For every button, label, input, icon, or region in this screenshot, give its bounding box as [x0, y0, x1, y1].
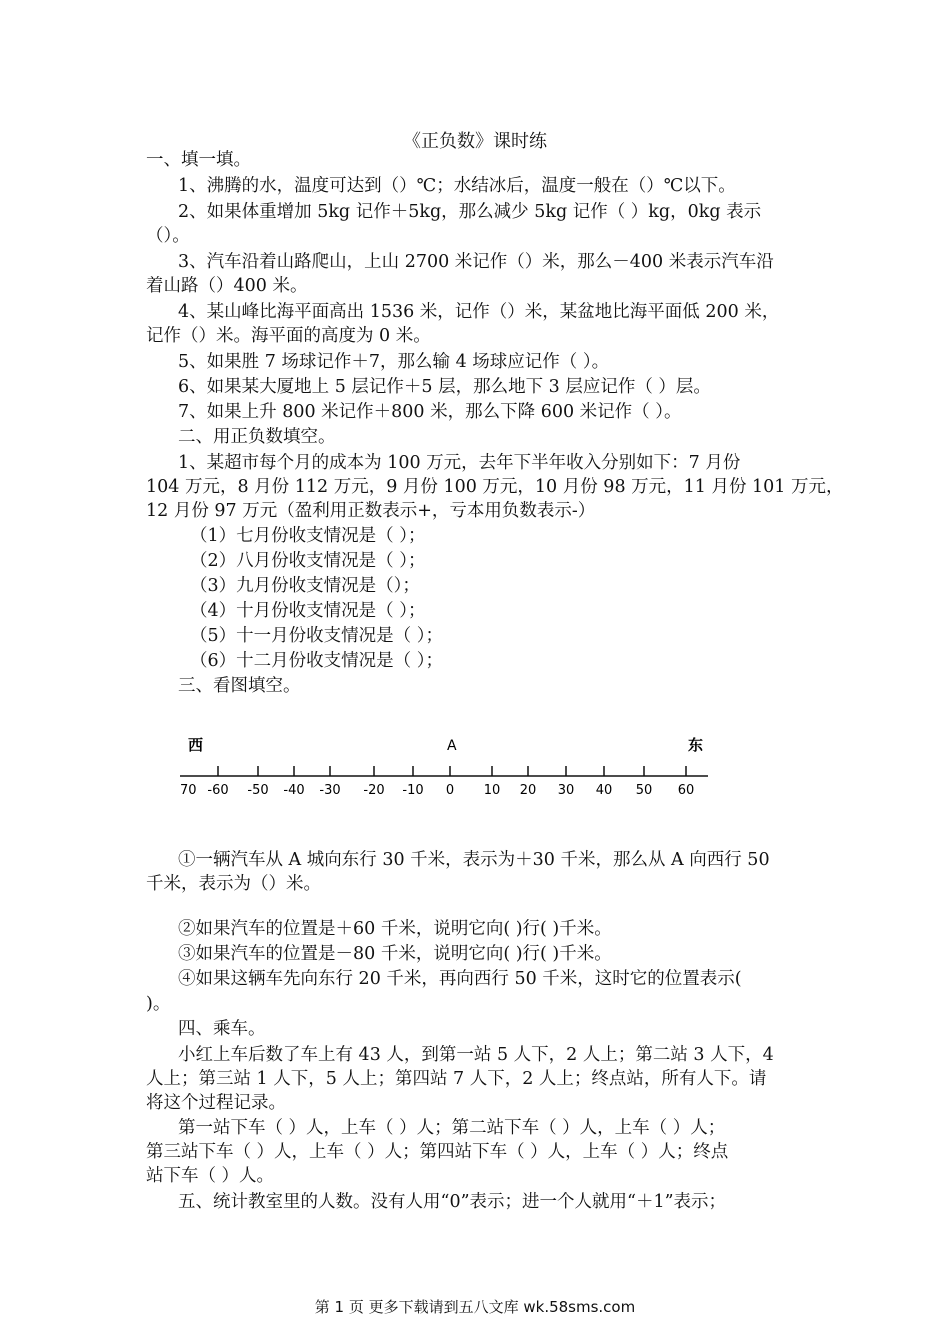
number-line-tick-label: -30: [319, 783, 341, 798]
section-4-answer-cont: 第三站下车（ ）人，上车（ ）人；第四站下车（ ）人，上车（ ）人；终点: [146, 1142, 729, 1162]
section-4-paragraph-cont2: 将这个过程记录。: [146, 1093, 286, 1113]
number-line-tick-label: 70: [180, 783, 197, 798]
question-3-1: ①一辆汽车从 A 城向东行 30 千米，表示为＋30 千米，那么从 A 向西行 50: [178, 850, 770, 870]
question-1-5: 5、如果胜 7 场球记作＋7，那么输 4 场球应记作（ ）。: [178, 352, 610, 372]
number-line-ticks: [180, 766, 694, 798]
question-2-intro-cont2: 12 月份 97 万元（盈利用正数表示+，亏本用负数表示-）: [146, 501, 596, 521]
number-line-tick-label: -40: [283, 783, 305, 798]
number-line-tick-label: -50: [247, 783, 269, 798]
section-2-heading: 二、用正负数填空。: [178, 427, 336, 447]
question-3-2: ②如果汽车的位置是＋60 千米，说明它向( )行( )千米。: [178, 919, 612, 939]
question-3-4-cont: )。: [146, 994, 171, 1014]
section-4-answer-cont2: 站下车（ ）人。: [146, 1166, 275, 1186]
question-3-4: ④如果这辆车先向东行 20 千米，再向西行 50 千米，这时它的位置表示(: [178, 969, 742, 989]
question-1-4: 4、某山峰比海平面高出 1536 米，记作（）米，某盆地比海平面低 200 米，: [178, 302, 780, 322]
question-1-3-cont: 着山路（）400 米。: [146, 276, 308, 296]
question-1-6: 6、如果某大厦地上 5 层记作＋5 层，那么地下 3 层应记作（ ）层。: [178, 377, 711, 397]
page-title: 《正负数》课时练: [403, 131, 547, 152]
section-3-heading: 三、看图填空。: [178, 676, 301, 696]
question-2-item: （5）十一月份收支情况是（ ）；: [190, 626, 443, 646]
question-2-item: （1）七月份收支情况是（ ）；: [190, 526, 426, 546]
section-4-answer: 第一站下车（ ）人，上车（ ）人；第二站下车（ ）人，上车（ ）人；: [178, 1118, 726, 1138]
number-line-tick-label: 50: [635, 783, 653, 798]
number-line-tick-label: -20: [363, 783, 385, 798]
question-1-2-cont: （）。: [146, 226, 190, 246]
number-line-tick-label: 0: [445, 783, 455, 798]
number-line-tick-label: 40: [595, 783, 613, 798]
question-1-2: 2、如果体重增加 5kg 记作＋5kg，那么减少 5kg 记作（ ）kg，0kg 表示: [178, 202, 762, 222]
question-1-3: 3、汽车沿着山路爬山，上山 2700 米记作（）米，那么－400 米表示汽车沿: [178, 252, 774, 272]
number-line-diagram: [170, 730, 730, 810]
question-2-item: （4）十月份收支情况是（ ）；: [190, 601, 426, 621]
question-2-item: （2）八月份收支情况是（ ）；: [190, 551, 426, 571]
question-3-1-cont: 千米，表示为（）米。: [146, 874, 321, 894]
section-4-paragraph: 小红上车后数了车上有 43 人，到第一站 5 人下，2 人上；第二站 3 人下，4: [178, 1045, 774, 1065]
number-line-tick-label: 30: [557, 783, 575, 798]
question-1-4-cont: 记作（）米。海平面的高度为 0 米。: [146, 326, 431, 346]
question-1-7: 7、如果上升 800 米记作＋800 米，那么下降 600 米记作（ ）。: [178, 402, 682, 422]
question-2-intro: 1、某超市每个月的成本为 100 万元，去年下半年收入分别如下：7 月份: [178, 453, 741, 473]
question-2-item: （3）九月份收支情况是（）；: [190, 576, 420, 596]
question-2-intro-cont: 104 万元，8 月份 112 万元，9 月份 100 万元，10 月份 98 万元，11 月份 101 万元，: [146, 477, 844, 497]
number-line-tick-label: 20: [519, 783, 537, 798]
number-line-tick-label: 60: [677, 783, 695, 798]
number-line-tick-label: -60: [207, 783, 229, 798]
section-4-heading: 四、乘车。: [178, 1019, 266, 1039]
question-3-3: ③如果汽车的位置是－80 千米，说明它向( )行( )千米。: [178, 944, 612, 964]
section-4-paragraph-cont: 人上；第三站 1 人下，5 人上；第四站 7 人下，2 人上；终点站，所有人下。请: [146, 1069, 767, 1089]
label-origin-a: A: [447, 738, 457, 754]
number-line-tick-label: 10: [483, 783, 501, 798]
question-1-1: 1、沸腾的水，温度可达到（）℃；水结冰后，温度一般在（）℃以下。: [178, 176, 736, 196]
section-5-heading: 五、统计教室里的人数。没有人用“0”表示；进一个人就用“＋1”表示；: [178, 1192, 727, 1212]
number-line-tick-label: -10: [402, 783, 424, 798]
label-east: 东: [688, 736, 704, 754]
question-2-item: （6）十二月份收支情况是（ ）；: [190, 651, 443, 671]
section-1-heading: 一、填一填。: [146, 150, 251, 170]
page-footer: 第 1 页 更多下载请到五八文库 wk.58sms.com: [314, 1298, 636, 1316]
label-west: 西: [188, 736, 204, 754]
